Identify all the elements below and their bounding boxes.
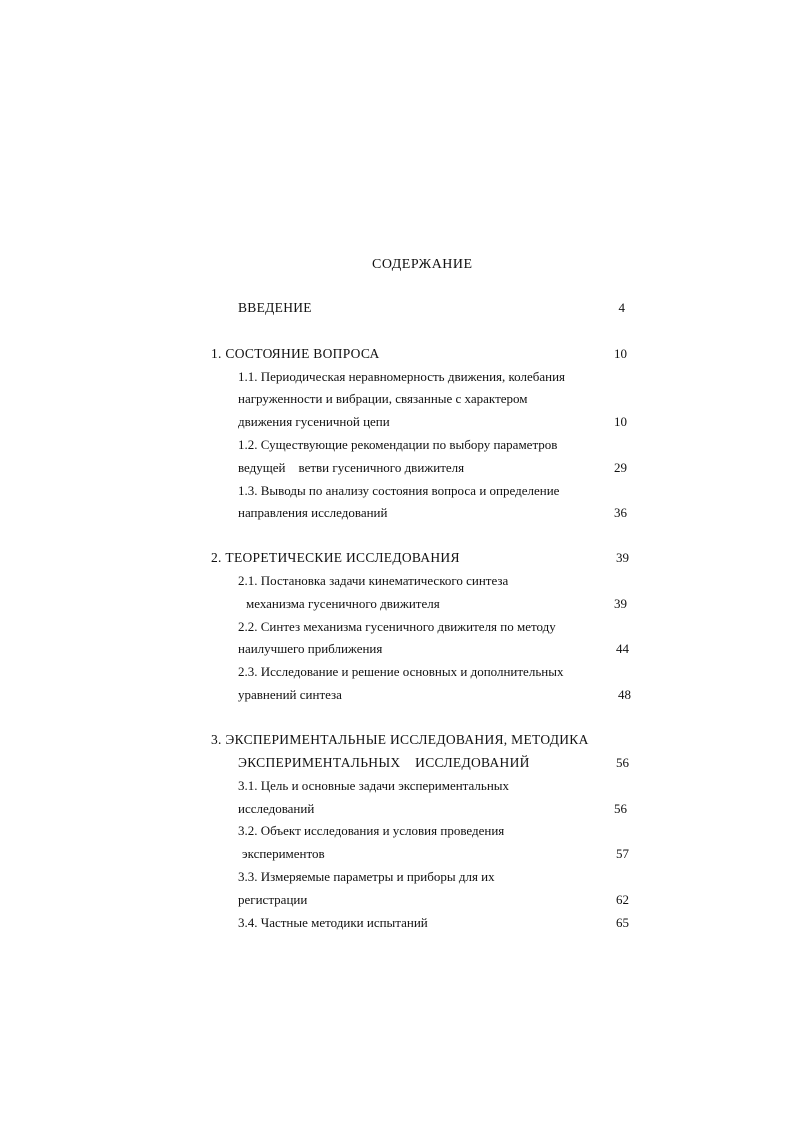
toc-entry-1-3-page: 36 bbox=[614, 505, 627, 520]
toc-entry-3-2-line1: 3.2. Объект исследования и условия проведения bbox=[238, 823, 505, 838]
toc-chapter2-page: 39 bbox=[616, 550, 629, 565]
toc-entry-1-2-page: 29 bbox=[614, 460, 627, 475]
toc-chapter1-page: 10 bbox=[614, 346, 627, 361]
toc-entry-3-2-page: 57 bbox=[616, 846, 629, 861]
toc-entry-3-3-line1: 3.3. Измеряемые параметры и приборы для их bbox=[238, 869, 495, 884]
toc-entry-2-2-line2: наилучшего приближения bbox=[238, 641, 383, 656]
toc-entry-2-1-line2: механизма гусеничного движителя bbox=[246, 596, 440, 611]
toc-chapter2-heading: 2. ТЕОРЕТИЧЕСКИЕ ИССЛЕДОВАНИЯ bbox=[211, 550, 460, 565]
toc-title: СОДЕРЖАНИЕ bbox=[372, 257, 473, 272]
toc-entry-1-1-line2: нагруженности и вибрации, связанные с характером bbox=[238, 391, 528, 406]
toc-entry-1-2-line2: ведущей ветви гусеничного движителя bbox=[238, 460, 465, 475]
toc-intro-label: ВВЕДЕНИЕ bbox=[238, 300, 312, 315]
toc-entry-3-1-page: 56 bbox=[614, 801, 627, 816]
toc-entry-1-2-line1: 1.2. Существующие рекомендации по выбору параметров bbox=[238, 437, 558, 452]
toc-entry-3-2-line2: экспериментов bbox=[242, 846, 325, 861]
toc-entry-1-3-line1: 1.3. Выводы по анализу состояния вопроса и определение bbox=[238, 483, 560, 498]
toc-intro-page: 4 bbox=[618, 300, 625, 315]
toc-entry-1-1-line1: 1.1. Периодическая неравномерность движения, колебания bbox=[238, 369, 566, 384]
toc-chapter3-page: 56 bbox=[616, 755, 629, 770]
toc-entry-2-2-line1: 2.2. Синтез механизма гусеничного движителя по методу bbox=[238, 619, 556, 634]
toc-entry-3-4-line1: 3.4. Частные методики испытаний bbox=[238, 915, 428, 930]
toc-chapter3-heading-line2: ЭКСПЕРИМЕНТАЛЬНЫХ ИССЛЕДОВАНИЙ bbox=[238, 755, 530, 770]
toc-entry-2-3-page: 48 bbox=[618, 687, 631, 702]
toc-entry-1-3-line2: направления исследований bbox=[238, 505, 388, 520]
toc-chapter1-heading: 1. СОСТОЯНИЕ ВОПРОСА bbox=[211, 346, 380, 361]
toc-entry-2-3-line2: уравнений синтеза bbox=[238, 687, 342, 702]
toc-entry-1-1-page: 10 bbox=[614, 414, 627, 429]
toc-entry-3-3-line2: регистрации bbox=[238, 892, 308, 907]
toc-entry-1-1-line3: движения гусеничной цепи bbox=[238, 414, 390, 429]
toc-chapter3-heading-line1: 3. ЭКСПЕРИМЕНТАЛЬНЫЕ ИССЛЕДОВАНИЯ, МЕТОДИКА bbox=[211, 732, 589, 747]
toc-entry-3-3-page: 62 bbox=[616, 892, 629, 907]
toc-entry-3-4-page: 65 bbox=[616, 915, 629, 930]
toc-entry-2-1-page: 39 bbox=[614, 596, 627, 611]
toc-entry-2-2-page: 44 bbox=[616, 641, 629, 656]
toc-entry-2-3-line1: 2.3. Исследование и решение основных и дополнительных bbox=[238, 664, 564, 679]
toc-entry-3-1-line2: исследований bbox=[238, 801, 315, 816]
toc-entry-2-1-line1: 2.1. Постановка задачи кинематического синтеза bbox=[238, 573, 509, 588]
toc-entry-3-1-line1: 3.1. Цель и основные задачи экспериментальных bbox=[238, 778, 510, 793]
